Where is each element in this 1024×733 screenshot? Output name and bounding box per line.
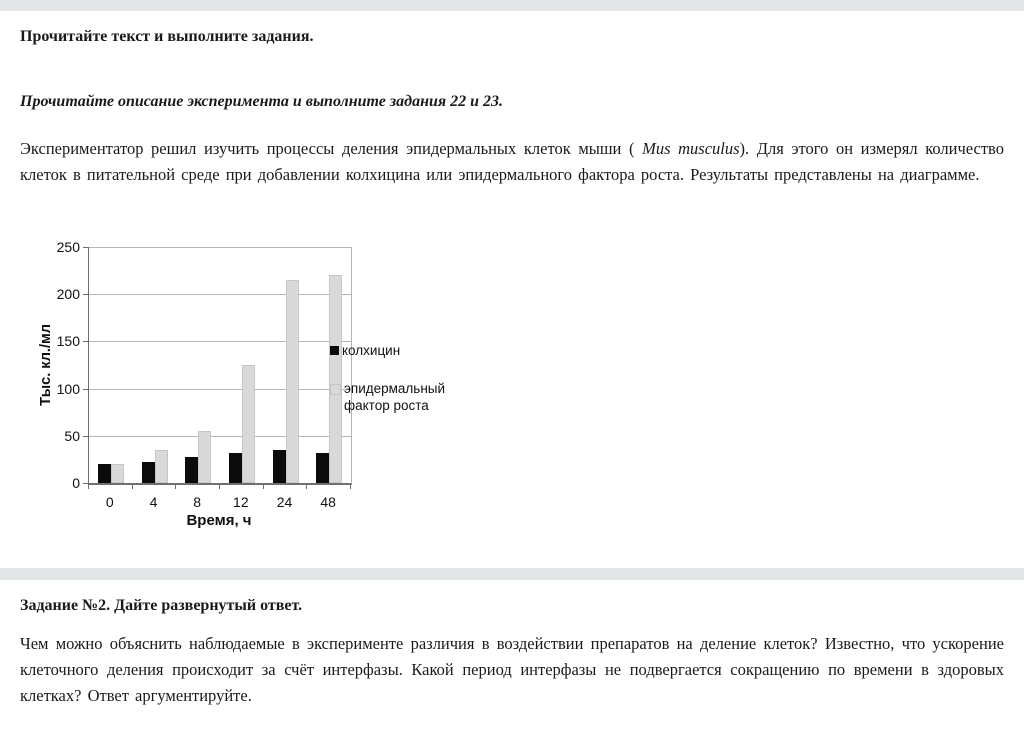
bar-колхицин-4 bbox=[142, 462, 155, 483]
y-tick-mark bbox=[83, 247, 88, 248]
bar-колхицин-48 bbox=[316, 453, 329, 483]
species-name: Mus musculus bbox=[642, 139, 740, 158]
bar-chart bbox=[0, 238, 660, 538]
bar-эпидермальный фактор роста-12 bbox=[242, 365, 255, 483]
x-tick-mark bbox=[306, 485, 307, 489]
sub-instruction-heading: Прочитайте описание эксперимента и выполните задания 22 и 23. bbox=[20, 93, 503, 110]
y-tick-mark bbox=[83, 436, 88, 437]
top-section-bar bbox=[0, 0, 1024, 11]
bar-эпидермальный фактор роста-24 bbox=[286, 280, 299, 483]
gridline bbox=[89, 436, 351, 437]
intro-paragraph bbox=[20, 136, 1004, 188]
x-tick-mark bbox=[350, 485, 351, 489]
x-category-label: 24 bbox=[276, 494, 293, 510]
x-axis-title: Время, ч bbox=[186, 512, 252, 529]
legend-swatch-icon bbox=[330, 384, 341, 395]
y-axis-title: Тыс. кл./мл bbox=[38, 324, 54, 406]
y-tick-label: 250 bbox=[56, 239, 80, 255]
legend-label: эпидермальный фактор роста bbox=[344, 381, 446, 413]
x-tick-mark bbox=[219, 485, 220, 489]
x-tick-mark bbox=[132, 485, 133, 489]
gridline bbox=[89, 247, 351, 248]
plot-area bbox=[88, 247, 352, 485]
intro-text-part1: Экспериментатор решил изучить процессы деления эпидермальных клеток мыши ( bbox=[20, 139, 643, 158]
legend-item bbox=[330, 342, 454, 359]
section-divider-bar bbox=[0, 568, 1024, 580]
x-category-label: 4 bbox=[149, 494, 158, 510]
task-paragraph: Чем можно объяснить наблюдаемые в эксперименте различия в воздействии препаратов на деление клеток? Известно, что ускорение клеточного деления происходит за счёт интерфазы. Какой период интерфазы не подвергается сокращению по времени в здоровых клетках? Ответ аргументируйте. bbox=[20, 634, 1004, 705]
y-tick-label: 150 bbox=[56, 333, 80, 350]
x-category-label: 8 bbox=[193, 494, 202, 510]
bar-эпидермальный фактор роста-0 bbox=[111, 464, 124, 483]
x-tick-mark bbox=[263, 485, 264, 489]
x-category-label: 0 bbox=[105, 494, 114, 510]
intro-text-part2: ). Для этого он измерял количество клеток в питательной среде при добавлении колхицина или эпидермального фактора роста. Результаты представлены на диаграмме. bbox=[20, 139, 1004, 184]
y-tick-mark bbox=[83, 483, 88, 484]
bar-колхицин-8 bbox=[185, 457, 198, 483]
bar-эпидермальный фактор роста-8 bbox=[198, 431, 211, 483]
y-tick-mark bbox=[83, 294, 88, 295]
y-tick-label: 100 bbox=[56, 380, 80, 397]
main-instruction-heading: Прочитайте текст и выполните задания. bbox=[20, 28, 314, 45]
x-category-label: 12 bbox=[233, 494, 249, 510]
x-category-label: 48 bbox=[320, 494, 336, 510]
legend-item bbox=[330, 380, 456, 414]
legend-swatch-icon bbox=[330, 346, 339, 355]
gridline bbox=[89, 389, 351, 390]
y-tick-label: 50 bbox=[64, 427, 80, 444]
bar-эпидермальный фактор роста-4 bbox=[155, 450, 168, 483]
gridline bbox=[89, 341, 351, 342]
x-tick-mark bbox=[175, 485, 176, 489]
bar-колхицин-12 bbox=[229, 453, 242, 483]
y-tick-mark bbox=[83, 389, 88, 390]
y-tick-label: 0 bbox=[72, 475, 80, 491]
legend-label: колхицин bbox=[342, 343, 401, 358]
x-tick-mark bbox=[88, 485, 89, 489]
task-heading: Задание №2. Дайте развернутый ответ. bbox=[20, 597, 303, 614]
gridline bbox=[89, 294, 351, 295]
bar-колхицин-0 bbox=[98, 464, 111, 483]
y-tick-label: 200 bbox=[56, 286, 80, 303]
y-tick-mark bbox=[83, 341, 88, 342]
bar-колхицин-24 bbox=[273, 450, 286, 483]
